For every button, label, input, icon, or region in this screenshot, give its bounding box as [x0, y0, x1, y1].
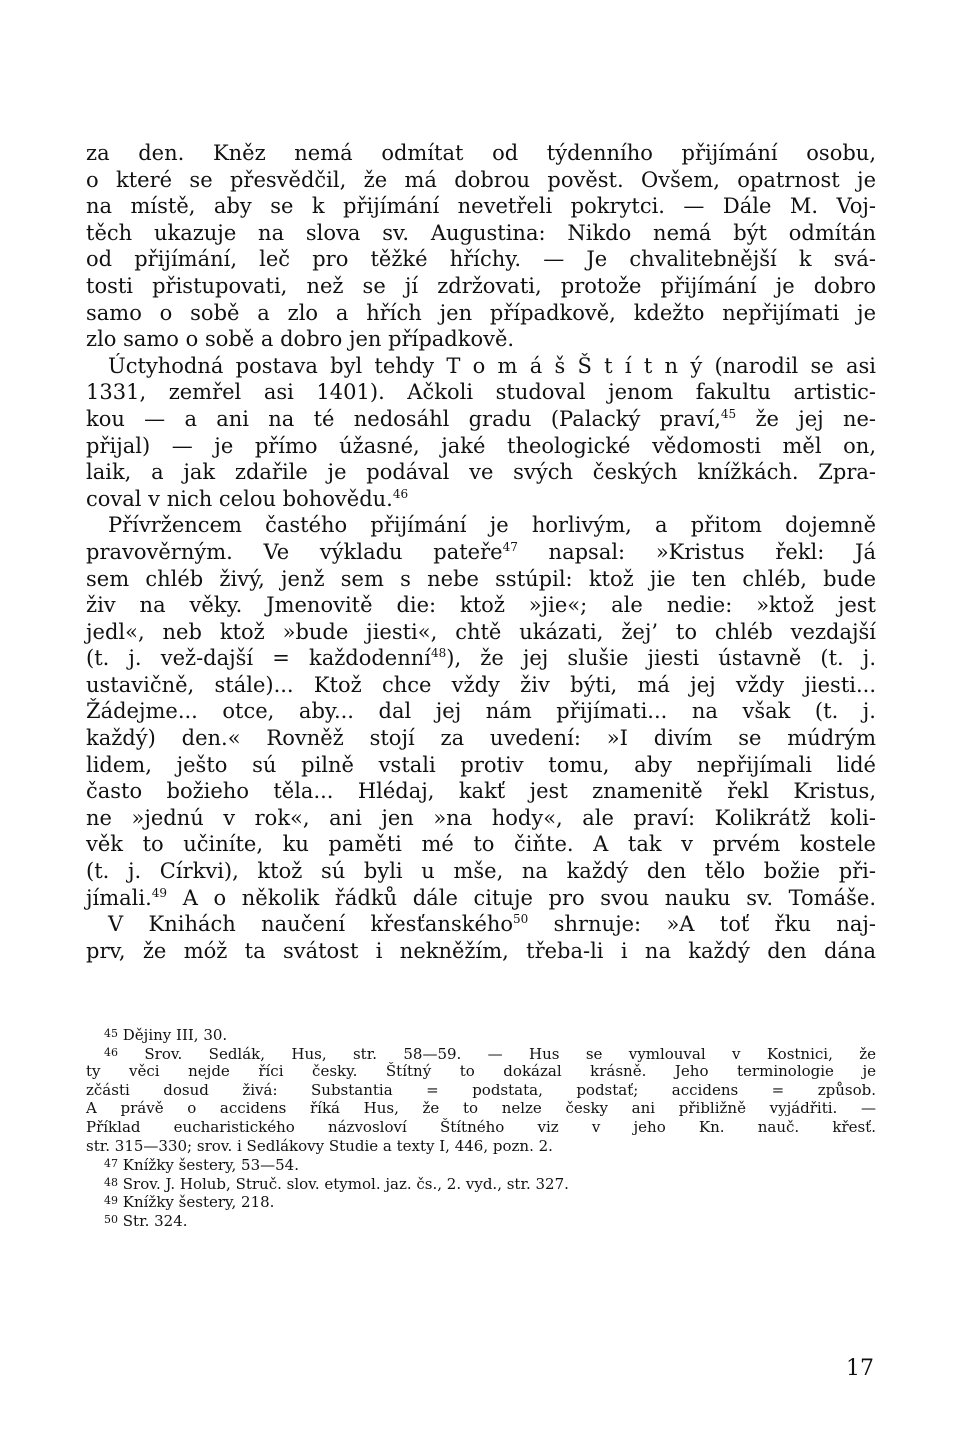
footnote-number: 50 — [104, 1212, 118, 1226]
footnotes — [86, 1025, 876, 1230]
footnote-ref: 47 — [502, 539, 518, 554]
text-line: Žádejme... otce, aby... dal jej nám přijímati... na však (t. j. — [86, 699, 876, 724]
footnote-line: zčásti dosud živá: Substantia = podstata, podstať; accidens = způsob. — [86, 1080, 876, 1099]
text-line: zlo samo o sobě a dobro jen případkově. — [86, 327, 515, 352]
text-line: kou — a ani na té nedosáhl gradu (Palacký praví,$^{45}$ že jej ne- — [86, 406, 876, 431]
text-line: (t. j. Církvi), ktož sú byli u mše, na každý den tělo božie při- — [86, 859, 876, 884]
footnote-line: ty věci nejde říci česky. Štítný to dokázal krásně. Jeho terminologie je — [86, 1062, 876, 1081]
footnote-number: 47 — [104, 1157, 118, 1171]
text-line: ustavičně, stále)... Ktož chce vždy živ býti, má jej vždy jiesti... — [86, 672, 876, 697]
text-line: 1331, zemřel asi 1401). Ačkoli studoval jenom fakultu artistic- — [86, 380, 876, 405]
footnote-line: str. 315—330; srov. i Sedlákovy Studie a texty I, 446, pozn. 2. — [86, 1136, 553, 1155]
footnote-line: A právě o accidens říká Hus, že to nelze česky ani přibližně vyjádřiti. — — [86, 1099, 876, 1118]
text-line: lidem, ješto sú pilně vstali protiv tomu, aby nepřijímali lidé — [86, 752, 876, 777]
text-line: jedl«, neb ktož »bude jiesti«, chtě ukázati, žej’ to chléb vezdajší — [86, 619, 876, 644]
text-line: věk to učiníte, ku paměti mé to čiňte. A tak v prvém kostele — [86, 832, 876, 857]
page-number: 17 — [846, 1356, 874, 1381]
footnote-ref: 48 — [431, 646, 447, 661]
paragraph-start-line: Přívržencem častého přijímání je horlivým, a přitom dojemně — [108, 513, 876, 538]
text-line: od přijímání, leč pro těžké hříchy. — Je chvalitebnější k svá- — [86, 247, 876, 272]
text-line: tosti přistupovati, než se jí zdržovati, protože přijímání je dobro — [86, 273, 876, 298]
text-line: (t. j. vež-dajší = každodenní$^{48}$), že jej slušie jiesti ústavně (t. j. — [86, 646, 876, 671]
footnote-line: Příklad eucharistického názvosloví Štítného viz v jeho Kn. nauč. křesť. — [86, 1117, 876, 1136]
text-line: jímali.$^{49}$ A o několik řádků dále cituje pro svou nauku sv. Tomáše. — [86, 885, 876, 910]
footnote-number: 49 — [104, 1194, 118, 1208]
text-line: na místě, aby se k přijímání nevetřeli pokrytci. — Dále M. Voj- — [86, 194, 876, 219]
footnote-ref: 49 — [151, 885, 168, 900]
text-line: prv, že móž ta svátost i nekněžím, třeba-li i na každý den dána — [86, 938, 876, 963]
text-line: živ na věky. Jmenovitě die: ktož »jie«; ale nedie: »ktož jest — [86, 593, 876, 618]
footnote-line: $^{45}$ Dějiny III, 30. — [104, 1026, 228, 1044]
text-line: často božieho těla... Hlédaj, kakť jest znamenitě řekl Kristus, — [86, 779, 876, 804]
footnote-line: $^{47}$ Knížky šestery, 53—54. — [104, 1156, 299, 1175]
text-line: samo o sobě a zlo a hřích jen případkově, kdežto nepřijímati je — [86, 300, 876, 325]
text-line: ne »jednú v rok«, ani jen »na hody«, ale praví: Kolikrátž koli- — [86, 805, 876, 830]
footnote-line: $^{49}$ Knížky šestery, 218. — [104, 1193, 275, 1212]
footnote-ref: 46 — [392, 486, 409, 501]
text-line: těch ukazuje na slova sv. Augustina: Nikdo nemá být odmítán — [86, 220, 876, 245]
footnote-ref: 45 — [720, 406, 737, 421]
footnote-number: 48 — [104, 1175, 118, 1189]
footnote-number: 46 — [104, 1045, 118, 1059]
paragraph-start-line: V Knihách naučení křesťanského$^{50}$ shrnuje: »A toť řku naj- — [108, 912, 876, 937]
footnote-line: $^{50}$ Str. 324. — [104, 1211, 188, 1230]
footnote-number: 45 — [104, 1027, 118, 1040]
footnote-line: $^{48}$ Srov. J. Holub, Struč. slov. etymol. jaz. čs., 2. vyd., str. 327. — [104, 1174, 569, 1193]
text-line: laik, a jak zdařile je podával ve svých českých knížkách. Zpra- — [86, 460, 876, 485]
text-line: přijal) — je přímo úžasné, jaké theologické vědomosti měl on, — [86, 433, 876, 458]
main-text — [86, 140, 876, 964]
footnote-line: $^{46}$ Srov. Sedlák, Hus, str. 58—59. — Hus se vymlouval v Kostnici, že — [104, 1044, 876, 1063]
paragraph-start-line: Úctyhodná postava byl tehdy T o m á š Š t í t n ý (narodil se asi — [108, 353, 876, 378]
text-line: sem chléb živý, jenž sem s nebe sstúpil: ktož jie ten chléb, bude — [86, 566, 876, 591]
footnote-ref: 50 — [513, 912, 529, 927]
text-line: o které se přesvědčil, že má dobrou pověst. Ovšem, opatrnost je — [86, 167, 876, 192]
text-line: pravověrným. Ve výkladu pateře$^{47}$ napsal: »Kristus řekl: Já — [86, 539, 876, 564]
text-line: coval v nich celou bohovědu.$^{46}$ — [86, 486, 409, 511]
text-line: každý) den.« Rovněž stojí za uvedení: »I divím se múdrým — [86, 726, 876, 751]
text-line: za den. Kněz nemá odmítat od týdenního přijímání osobu, — [86, 141, 876, 165]
